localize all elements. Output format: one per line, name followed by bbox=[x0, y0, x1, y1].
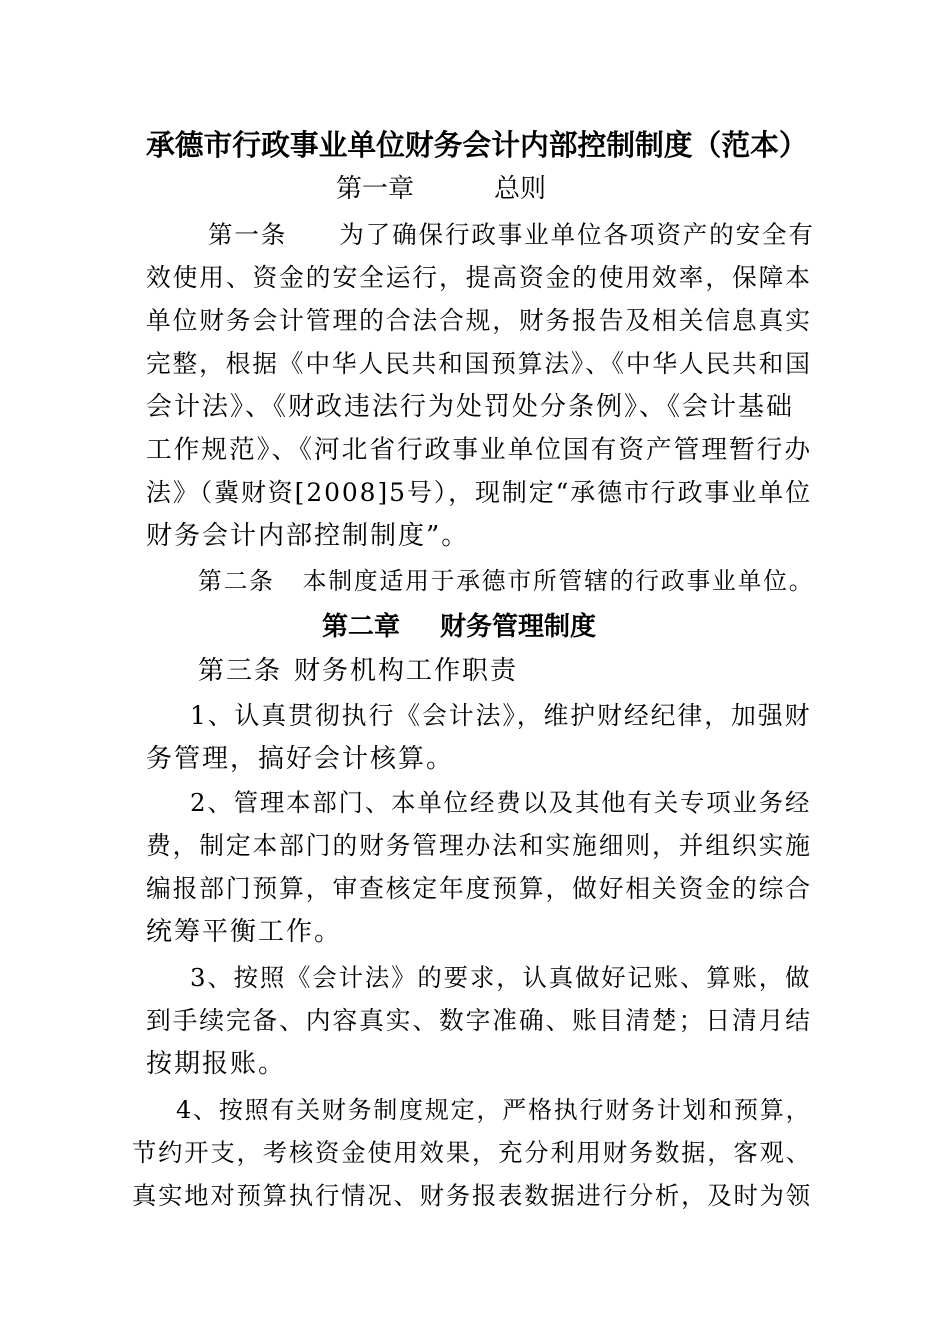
item-4-line-0: 4、按照有关财务制度规定，严格执行财务计划和预算， bbox=[176, 1096, 812, 1124]
article-1-line-5: 工作规范》、《河北省行政事业单位国有资产管理暂行办 bbox=[146, 435, 812, 465]
article-1-line-2: 单位财务会计管理的合法合规，财务报告及相关信息真实 bbox=[146, 306, 812, 335]
article-1-line-1: 效使用、资金的安全运行，提高资金的使用效率，保障本 bbox=[146, 263, 812, 292]
article-3-text: 财务机构工作职责 bbox=[294, 656, 519, 686]
article-1-line-3: 完整，根据《中华人民共和国预算法》、《中华人民共和国 bbox=[146, 349, 812, 378]
chapter-1-name: 总则 bbox=[494, 174, 547, 204]
article-1-line-6: 法》（冀财资[2008]5号），现制定“承德市行政事业单位 bbox=[146, 478, 812, 507]
article-2-text: 本制度适用于承德市所管辖的行政事业单位。 bbox=[302, 567, 815, 595]
item-3-line-0: 3、按照《会计法》的要求，认真做好记账、算账，做 bbox=[190, 963, 812, 992]
item-2-line-2: 编报部门预算，审查核定年度预算，做好相关资金的综合 bbox=[146, 874, 812, 903]
article-3-label: 第三条 bbox=[198, 656, 283, 686]
article-2-label: 第二条 bbox=[198, 567, 275, 595]
article-2 bbox=[198, 564, 814, 598]
chapter-2-label: 第二章 bbox=[322, 612, 401, 642]
item-3-line-1: 到手续完备、内容真实、数字准确、账目清楚；日清月结 bbox=[146, 1006, 812, 1035]
article-1-label: 第一条 bbox=[208, 220, 288, 249]
item-3-line-2: 按期报账。 bbox=[146, 1049, 287, 1079]
document-title: 承德市行政事业单位财务会计内部控制制度（范本） bbox=[146, 128, 808, 162]
article-1-first-line bbox=[208, 218, 815, 252]
item-4-line-2: 真实地对预算执行情况、财务报表数据进行分析，及时为领 bbox=[132, 1181, 812, 1210]
chapter-2-name: 财务管理制度 bbox=[440, 612, 597, 642]
chapter-1-heading bbox=[336, 172, 546, 206]
item-2-line-3: 统筹平衡工作。 bbox=[146, 917, 343, 947]
article-1-line-4: 会计法》、《财政违法行为处罚处分条例》、《会计基础 bbox=[146, 392, 795, 422]
article-1-line-0: 为了确保行政事业单位各项资产的安全有 bbox=[339, 220, 815, 249]
item-1-line-1: 务管理，搞好会计核算。 bbox=[146, 744, 455, 774]
item-2-line-1: 费，制定本部门的财务管理办法和实施细则，并组织实施 bbox=[146, 831, 812, 860]
item-1-line-0: 1、认真贯彻执行《会计法》，维护财经纪律，加强财 bbox=[190, 701, 812, 730]
article-1-line-7: 财务会计内部控制制度”。 bbox=[146, 521, 470, 551]
chapter-1-label: 第一章 bbox=[336, 174, 415, 204]
item-4-line-1: 节约开支，考核资金使用效果，充分利用财务数据，客观、 bbox=[132, 1138, 812, 1167]
item-2-line-0: 2、管理本部门、本单位经费以及其他有关专项业务经 bbox=[190, 788, 812, 817]
chapter-2-heading bbox=[322, 610, 596, 644]
article-3 bbox=[198, 654, 518, 688]
